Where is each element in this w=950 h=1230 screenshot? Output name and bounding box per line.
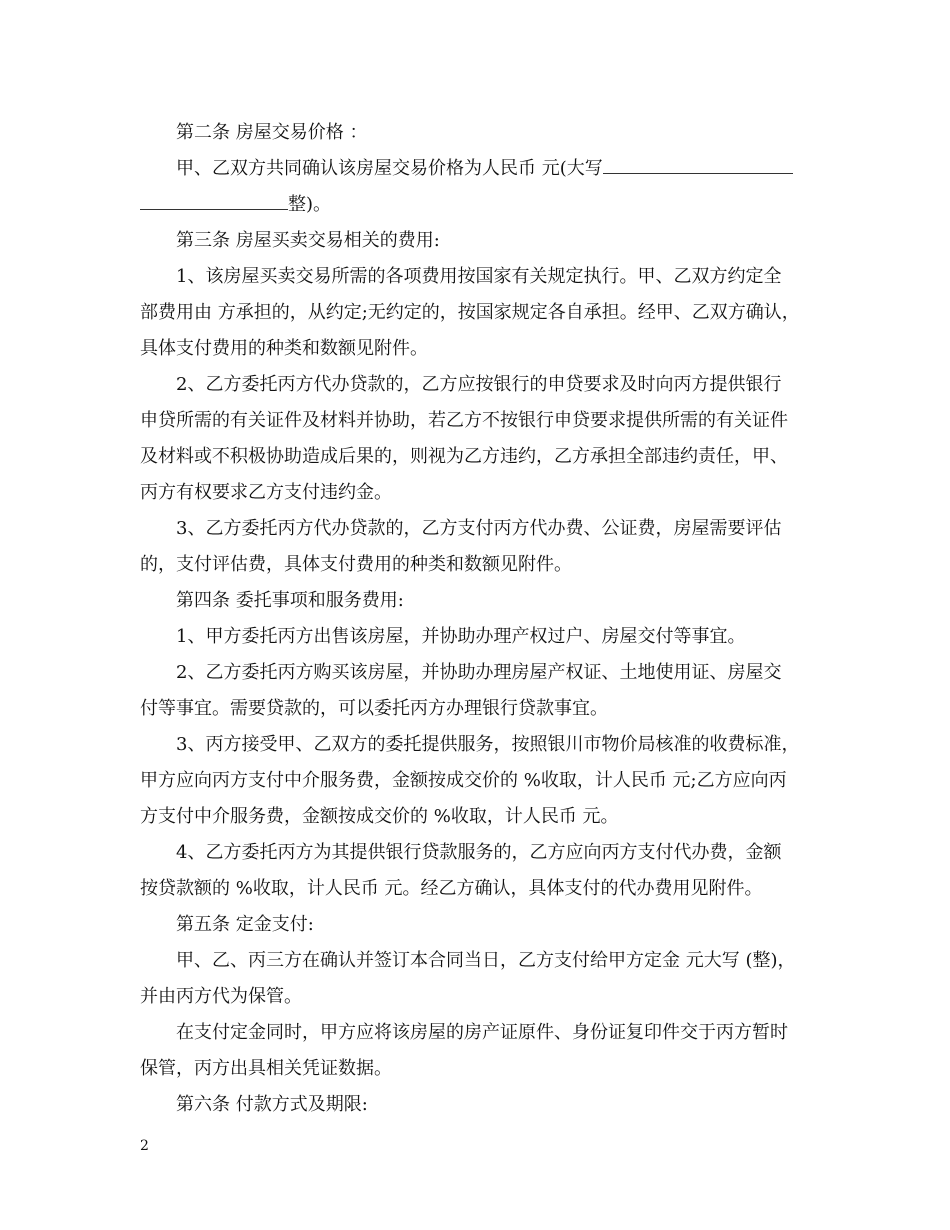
page-number: 2 — [140, 1138, 149, 1154]
paragraph-line: 甲、乙双方共同确认该房屋交易价格为人民币 元(大写 — [140, 151, 820, 187]
paragraph-line: 4、乙方委托丙方为其提供银行贷款服务的，乙方应向丙方支付代办费，金额 — [176, 842, 782, 863]
blank-underline — [603, 155, 793, 174]
paragraph-line: 3、乙方委托丙方代办贷款的，乙方支付丙方代办费、公证费，房屋需要评估 — [176, 518, 782, 539]
paragraph-line: 在支付定金同时，甲方应将该房屋的房产证原件、身份证复印件交于丙方暂时 — [176, 1022, 788, 1043]
paragraph-line: 申贷所需的有关证件及材料并协助，若乙方不按银行申贷要求提供所需的有关证件 — [140, 410, 788, 431]
paragraph-line: 并由丙方代为保管。 — [140, 986, 302, 1007]
paragraph-line: 3、丙方接受甲、乙双方的委托提供服务，按照银川市物价局核准的收费标准， — [176, 734, 800, 755]
paragraph-line: 1、甲方委托丙方出售该房屋，并协助办理产权过户、房屋交付等事宜。 — [176, 626, 746, 647]
paragraph-line: 方支付中介服务费，金额按成交价的 %收取，计人民币 元。 — [140, 806, 619, 827]
document-body — [140, 115, 820, 1123]
article-heading: 第五条 定金支付: — [176, 914, 314, 935]
paragraph-line: 付等事宜。需要贷款的，可以委托丙方办理银行贷款事宜。 — [140, 698, 608, 719]
paragraph-line: 保管，丙方出具相关凭证数据。 — [140, 1058, 392, 1079]
paragraph-line: 甲、乙、丙三方在确认并签订本合同当日，乙方支付给甲方定金 元大写 (整)， — [176, 950, 796, 971]
paragraph-line: 部费用由 方承担的，从约定;无约定的，按国家规定各自承担。经甲、乙双方确认， — [140, 302, 800, 323]
article-heading: 第六条 付款方式及期限: — [176, 1094, 368, 1115]
paragraph-line: 具体支付费用的种类和数额见附件。 — [140, 338, 428, 359]
paragraph-line: 2、乙方委托丙方代办贷款的，乙方应按银行的申贷要求及时向丙方提供银行 — [176, 374, 782, 395]
paragraph-line: 及材料或不积极协助造成后果的，则视为乙方违约，乙方承担全部违约责任，甲、 — [140, 446, 788, 467]
paragraph-line: 按贷款额的 %收取，计人民币 元。经乙方确认，具体支付的代办费用见附件。 — [140, 878, 763, 899]
paragraph-line: 整)。 — [140, 187, 820, 223]
paragraph-line: 甲方应向丙方支付中介服务费，金额按成交价的 %收取，计人民币 元;乙方应向丙 — [140, 770, 787, 791]
article-heading: 第二条 房屋交易价格 ： — [176, 122, 368, 143]
paragraph-line: 的，支付评估费，具体支付费用的种类和数额见附件。 — [140, 554, 572, 575]
article-heading: 第三条 房屋买卖交易相关的费用: — [176, 230, 440, 251]
article-heading: 第四条 委托事项和服务费用: — [176, 590, 404, 611]
paragraph-line: 1、该房屋买卖交易所需的各项费用按国家有关规定执行。甲、乙双方约定全 — [176, 266, 782, 287]
blank-underline — [140, 191, 288, 210]
paragraph-line: 2、乙方委托丙方购买该房屋，并协助办理房屋产权证、土地使用证、房屋交 — [176, 662, 782, 683]
paragraph-line: 丙方有权要求乙方支付违约金。 — [140, 482, 392, 503]
